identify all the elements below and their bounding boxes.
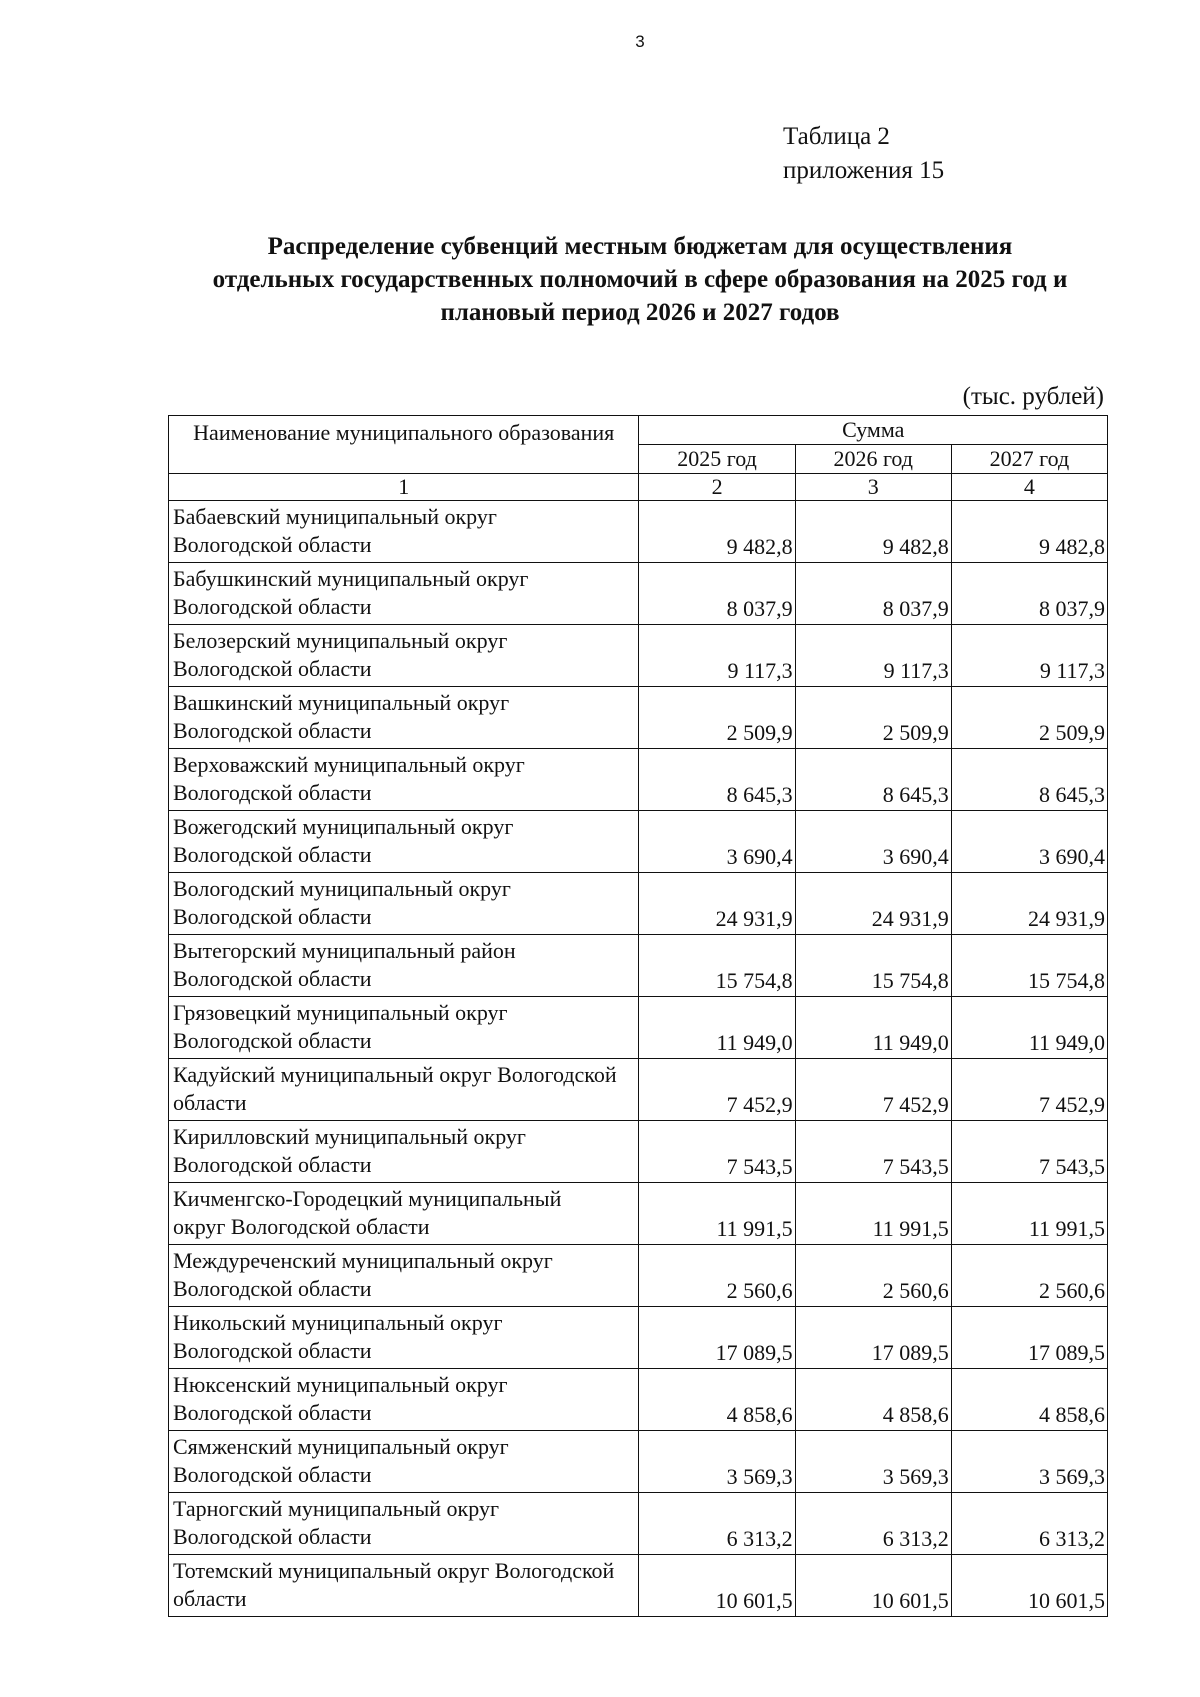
municipality-name-line-1: Вологодский муниципальный округ <box>173 876 511 901</box>
municipality-name-line-2: Вологодской области <box>173 1524 372 1549</box>
municipality-name-line-1: Сямженский муниципальный округ <box>173 1434 509 1459</box>
municipality-name-line-2: области <box>173 1586 247 1611</box>
municipality-name-line-1: Тотемский муниципальный округ Вологодской <box>173 1558 615 1583</box>
municipality-name-line-1: Никольский муниципальный округ <box>173 1310 503 1335</box>
value-2025-cell: 8 037,9 <box>639 563 795 625</box>
municipality-name-line-2: Вологодской области <box>173 1152 372 1177</box>
municipality-name-cell <box>169 1431 639 1493</box>
column-number-row <box>169 474 1108 501</box>
table-row <box>169 873 1108 935</box>
table-reference-line-2: приложения 15 <box>783 157 945 184</box>
value-2025-cell: 3 690,4 <box>639 811 795 873</box>
municipality-name-line-1: Вожегодский муниципальный округ <box>173 814 514 839</box>
municipality-name-line-2: Вологодской области <box>173 1338 372 1363</box>
value-2026-cell: 10 601,5 <box>795 1555 951 1617</box>
column-number-2: 2 <box>639 474 795 501</box>
municipality-name-line-2: Вологодской области <box>173 904 372 929</box>
municipality-name-cell <box>169 935 639 997</box>
value-2027-cell: 15 754,8 <box>951 935 1107 997</box>
municipality-name-line-1: Кичменгско-Городецкий муниципальный <box>173 1186 562 1211</box>
header-year-2026: 2026 год <box>795 445 951 474</box>
municipality-name-cell <box>169 563 639 625</box>
document-title-line-3: плановый период 2026 и 2027 годов <box>440 299 840 326</box>
value-2027-cell: 11 991,5 <box>951 1183 1107 1245</box>
table-row <box>169 1369 1108 1431</box>
municipality-name-line-2: Вологодской области <box>173 1400 372 1425</box>
table-row <box>169 1555 1108 1617</box>
value-2026-cell: 15 754,8 <box>795 935 951 997</box>
value-2027-cell: 3 569,3 <box>951 1431 1107 1493</box>
municipality-name-cell <box>169 625 639 687</box>
value-2025-cell: 9 117,3 <box>639 625 795 687</box>
municipality-name-line-2: округ Вологодской области <box>173 1214 430 1239</box>
document-title-line-1: Распределение субвенций местным бюджетам для осуществления <box>267 233 1013 260</box>
table-row <box>169 1307 1108 1369</box>
municipality-name-line-2: Вологодской области <box>173 842 372 867</box>
value-2027-cell: 6 313,2 <box>951 1493 1107 1555</box>
municipality-name-line-2: Вологодской области <box>173 966 372 991</box>
table-row <box>169 1121 1108 1183</box>
table-row <box>169 997 1108 1059</box>
value-2025-cell: 11 949,0 <box>639 997 795 1059</box>
value-2025-cell: 17 089,5 <box>639 1307 795 1369</box>
value-2027-cell: 7 543,5 <box>951 1121 1107 1183</box>
document-title <box>150 230 1130 329</box>
value-2026-cell: 24 931,9 <box>795 873 951 935</box>
header-year-2025: 2025 год <box>639 445 795 474</box>
value-2025-cell: 15 754,8 <box>639 935 795 997</box>
municipality-name-cell <box>169 1245 639 1307</box>
table-reference-line-1: Таблица 2 <box>783 123 890 150</box>
value-2026-cell: 7 543,5 <box>795 1121 951 1183</box>
municipality-name-line-2: Вологодской области <box>173 718 372 743</box>
unit-note: (тыс. рублей) <box>962 383 1104 410</box>
municipality-name-line-1: Тарногский муниципальный округ <box>173 1496 499 1521</box>
municipality-name-line-1: Вашкинский муниципальный округ <box>173 690 510 715</box>
subvention-table <box>168 415 1108 1617</box>
municipality-name-cell <box>169 1183 639 1245</box>
value-2026-cell: 11 949,0 <box>795 997 951 1059</box>
value-2027-cell: 2 509,9 <box>951 687 1107 749</box>
value-2027-cell: 8 037,9 <box>951 563 1107 625</box>
table-row <box>169 749 1108 811</box>
municipality-name-cell <box>169 501 639 563</box>
value-2026-cell: 3 690,4 <box>795 811 951 873</box>
value-2026-cell: 9 117,3 <box>795 625 951 687</box>
table-row <box>169 1245 1108 1307</box>
value-2027-cell: 24 931,9 <box>951 873 1107 935</box>
municipality-name-line-1: Верховажский муниципальный округ <box>173 752 525 777</box>
table-row <box>169 1431 1108 1493</box>
value-2026-cell: 6 313,2 <box>795 1493 951 1555</box>
value-2026-cell: 9 482,8 <box>795 501 951 563</box>
table-row <box>169 811 1108 873</box>
column-number-1: 1 <box>169 474 639 501</box>
value-2027-cell: 2 560,6 <box>951 1245 1107 1307</box>
value-2025-cell: 7 452,9 <box>639 1059 795 1121</box>
municipality-name-cell <box>169 997 639 1059</box>
header-sum-cell: Сумма <box>639 416 1108 445</box>
value-2026-cell: 2 509,9 <box>795 687 951 749</box>
municipality-name-line-2: области <box>173 1090 247 1115</box>
value-2027-cell: 17 089,5 <box>951 1307 1107 1369</box>
municipality-name-line-1: Бабаевский муниципальный округ <box>173 504 497 529</box>
value-2026-cell: 4 858,6 <box>795 1369 951 1431</box>
municipality-name-line-1: Кирилловский муниципальный округ <box>173 1124 526 1149</box>
value-2027-cell: 8 645,3 <box>951 749 1107 811</box>
table-row <box>169 935 1108 997</box>
municipality-name-line-1: Грязовецкий муниципальный округ <box>173 1000 508 1025</box>
value-2025-cell: 2 509,9 <box>639 687 795 749</box>
municipality-name-cell <box>169 687 639 749</box>
municipality-name-cell <box>169 811 639 873</box>
table-reference <box>783 120 944 188</box>
value-2027-cell: 9 117,3 <box>951 625 1107 687</box>
column-number-4: 4 <box>951 474 1107 501</box>
municipality-name-cell <box>169 1059 639 1121</box>
municipality-name-cell <box>169 1307 639 1369</box>
municipality-name-line-2: Вологодской области <box>173 780 372 805</box>
value-2025-cell: 11 991,5 <box>639 1183 795 1245</box>
value-2027-cell: 9 482,8 <box>951 501 1107 563</box>
value-2027-cell: 3 690,4 <box>951 811 1107 873</box>
table-row <box>169 625 1108 687</box>
municipality-name-cell <box>169 1555 639 1617</box>
page-number: 3 <box>635 32 645 51</box>
municipality-name-cell <box>169 749 639 811</box>
value-2025-cell: 24 931,9 <box>639 873 795 935</box>
value-2025-cell: 8 645,3 <box>639 749 795 811</box>
table-row <box>169 501 1108 563</box>
municipality-name-line-2: Вологодской области <box>173 594 372 619</box>
value-2025-cell: 10 601,5 <box>639 1555 795 1617</box>
value-2027-cell: 10 601,5 <box>951 1555 1107 1617</box>
municipality-name-cell <box>169 873 639 935</box>
table-row <box>169 1059 1108 1121</box>
municipality-name-line-2: Вологодской области <box>173 532 372 557</box>
value-2025-cell: 2 560,6 <box>639 1245 795 1307</box>
municipality-name-line-1: Междуреченский муниципальный округ <box>173 1248 553 1273</box>
value-2027-cell: 11 949,0 <box>951 997 1107 1059</box>
municipality-name-line-1: Кадуйский муниципальный округ Вологодской <box>173 1062 617 1087</box>
value-2026-cell: 11 991,5 <box>795 1183 951 1245</box>
value-2027-cell: 4 858,6 <box>951 1369 1107 1431</box>
value-2026-cell: 3 569,3 <box>795 1431 951 1493</box>
table-row <box>169 563 1108 625</box>
municipality-name-line-2: Вологодской области <box>173 656 372 681</box>
municipality-name-line-2: Вологодской области <box>173 1028 372 1053</box>
table-row <box>169 687 1108 749</box>
header-year-2027: 2027 год <box>951 445 1107 474</box>
header-name-cell: Наименование муниципального образования <box>169 416 639 474</box>
value-2026-cell: 8 645,3 <box>795 749 951 811</box>
municipality-name-line-1: Вытегорский муниципальный район <box>173 938 516 963</box>
document-title-line-2: отдельных государственных полномочий в сфере образования на 2025 год и <box>212 266 1068 293</box>
column-number-3: 3 <box>795 474 951 501</box>
value-2026-cell: 7 452,9 <box>795 1059 951 1121</box>
municipality-name-line-2: Вологодской области <box>173 1462 372 1487</box>
municipality-name-cell <box>169 1493 639 1555</box>
value-2025-cell: 9 482,8 <box>639 501 795 563</box>
value-2025-cell: 7 543,5 <box>639 1121 795 1183</box>
table-row <box>169 1183 1108 1245</box>
municipality-name-line-2: Вологодской области <box>173 1276 372 1301</box>
municipality-name-cell <box>169 1369 639 1431</box>
municipality-name-line-1: Бабушкинский муниципальный округ <box>173 566 529 591</box>
value-2025-cell: 6 313,2 <box>639 1493 795 1555</box>
table-row <box>169 1493 1108 1555</box>
municipality-name-line-1: Белозерский муниципальный округ <box>173 628 508 653</box>
value-2026-cell: 17 089,5 <box>795 1307 951 1369</box>
value-2025-cell: 3 569,3 <box>639 1431 795 1493</box>
header-row-1 <box>169 416 1108 445</box>
municipality-name-line-1: Нюксенский муниципальный округ <box>173 1372 508 1397</box>
value-2026-cell: 2 560,6 <box>795 1245 951 1307</box>
value-2026-cell: 8 037,9 <box>795 563 951 625</box>
value-2027-cell: 7 452,9 <box>951 1059 1107 1121</box>
table-body <box>169 416 1108 1617</box>
municipality-name-cell <box>169 1121 639 1183</box>
value-2025-cell: 4 858,6 <box>639 1369 795 1431</box>
